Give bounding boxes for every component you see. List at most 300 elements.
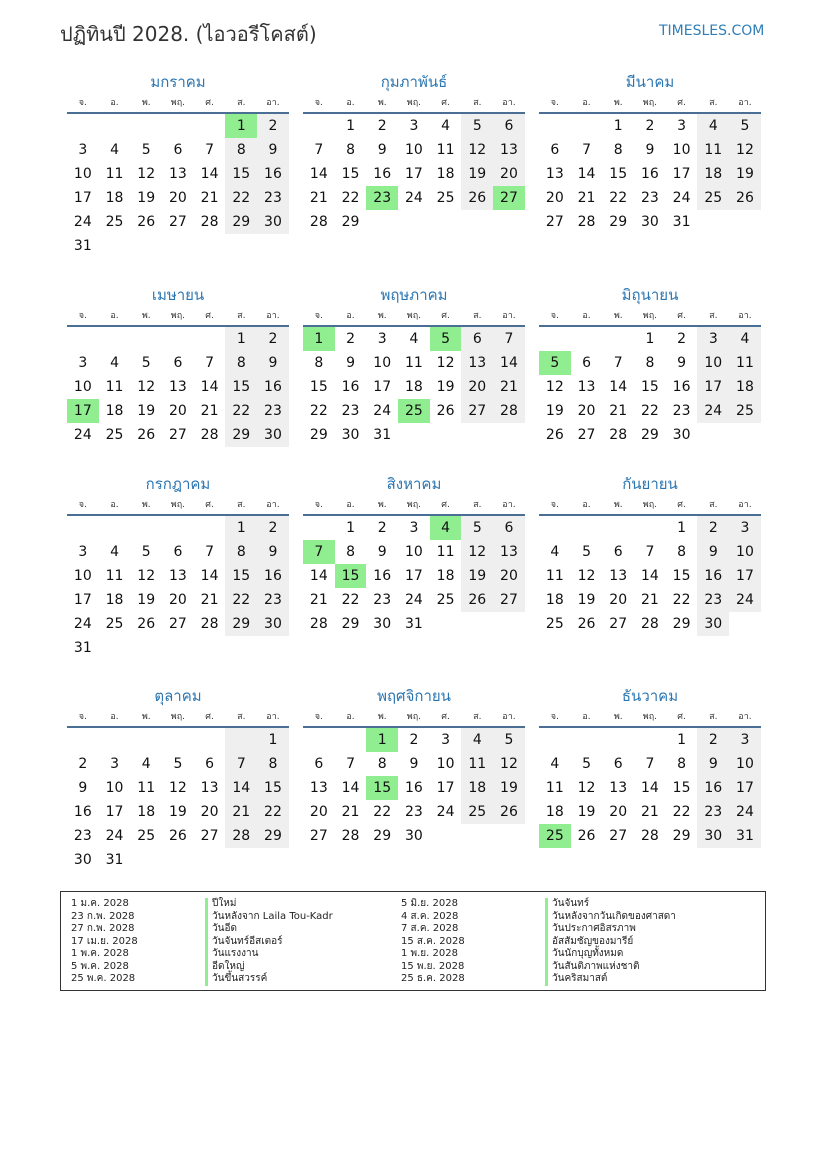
day-cell: 23 [404,804,423,820]
day-cell: 26 [168,828,187,844]
day-cell: 21 [200,403,219,419]
legend-dates-left [71,898,138,986]
day-cell: 30 [697,612,729,636]
day-cell: 7 [346,756,355,772]
holiday-day-cell: 15 [335,564,367,588]
month-name: กันยายน [622,475,678,493]
legend-holiday-name: วันขึ้นสวรรค์ [205,973,333,986]
day-cell: 14 [341,780,360,796]
day-cell: 16 [341,379,360,395]
legend-date: 1 พ.ย. 2028 [401,948,458,959]
day-cell: 16 [373,166,392,182]
day-cell: 11 [545,780,564,796]
day-cell: 29 [672,616,691,632]
weekday-label: พ. [613,500,623,510]
month-name: เมษายน [151,286,205,304]
day-cell: 12 [577,780,596,796]
day-cell: 8 [225,351,257,375]
month-calendar [539,70,761,234]
weekday-label: ส. [709,712,718,722]
day-cell: 10 [73,379,92,395]
day-cell: 23 [341,403,360,419]
day-cell: 4 [409,331,419,347]
day-cell: 18 [545,804,564,820]
day-cell: 24 [729,588,761,612]
day-cell: 19 [137,592,156,608]
weekday-header [303,708,525,728]
month-calendar [539,472,761,636]
month-calendar [67,472,289,660]
weekday-label: อา. [738,712,752,722]
day-cell: 26 [577,616,596,632]
day-cell: 10 [729,540,761,564]
day-cell: 13 [493,138,525,162]
day-cell: 26 [461,186,493,210]
day-cell: 29 [609,214,628,230]
legend-holiday-name: วันหลังจากวันเกิดของศาสดา [545,911,676,924]
day-grid [539,327,761,447]
day-cell: 20 [609,804,628,820]
day-cell: 21 [640,592,659,608]
weekday-header [303,94,525,114]
day-cell: 4 [110,544,119,560]
day-cell: 3 [78,142,88,158]
weekday-label: จ. [550,311,559,321]
day-cell: 2 [346,331,355,347]
day-cell: 7 [645,544,655,560]
day-cell: 17 [672,166,691,182]
day-cell: 1 [677,520,687,536]
holiday-day-cell: 23 [366,186,398,210]
day-cell: 2 [409,732,419,748]
day-cell: 8 [677,756,687,772]
day-cell: 22 [225,588,257,612]
day-cell: 3 [729,728,761,752]
day-cell: 17 [436,780,455,796]
month-name: ตุลาคม [154,687,202,705]
day-cell: 27 [609,616,628,632]
weekday-label: พฤ. [170,500,186,510]
day-cell: 2 [677,331,687,347]
day-cell: 20 [200,804,219,820]
day-cell: 12 [461,540,493,564]
day-grid [539,516,761,636]
day-cell: 21 [225,800,257,824]
weekday-label: พ. [377,712,387,722]
legend-dates-right [401,898,465,986]
day-cell: 28 [640,616,659,632]
day-cell: 11 [137,780,156,796]
day-cell: 9 [257,138,289,162]
legend-holiday-name: วันสันติภาพแห่งชาติ [545,961,676,974]
day-cell: 1 [613,118,623,134]
day-cell: 13 [461,351,493,375]
weekday-label: ส. [237,712,246,722]
day-cell: 8 [314,355,324,371]
empty-cell [130,114,162,138]
day-cell: 4 [550,756,560,772]
day-cell: 15 [341,166,360,182]
day-cell: 12 [436,355,455,371]
legend-names-right [545,898,676,986]
holiday-legend [60,891,766,991]
day-cell: 8 [677,544,687,560]
holiday-day-cell: 4 [430,516,462,540]
day-cell: 25 [697,186,729,210]
weekday-label: พ. [141,98,151,108]
day-cell: 3 [697,327,729,351]
legend-date: 4 ส.ค. 2028 [401,910,459,922]
day-cell: 20 [577,403,596,419]
day-cell: 25 [436,190,455,206]
legend-holiday-name: วันคริสมาสต์ [545,973,676,986]
day-cell: 24 [73,616,92,632]
weekday-label: พ. [141,712,151,722]
day-cell: 10 [73,568,92,584]
day-cell: 10 [73,166,92,182]
day-cell: 31 [73,640,92,656]
weekday-label: อ. [110,500,119,510]
weekday-label: ศ. [205,712,214,722]
weekday-label: อา. [502,98,516,108]
day-cell: 22 [341,592,360,608]
weekday-label: พฤ. [642,712,658,722]
day-cell: 16 [257,162,289,186]
day-cell: 18 [436,166,455,182]
weekday-header [67,307,289,327]
weekday-label: จ. [78,500,87,510]
day-cell: 28 [309,214,328,230]
day-cell: 28 [493,399,525,423]
day-cell: 1 [257,728,289,752]
month-calendar [303,684,525,848]
day-cell: 3 [377,331,387,347]
weekday-label: พ. [141,500,151,510]
legend-date: 1 ม.ค. 2028 [71,898,129,909]
day-cell: 13 [168,379,187,395]
day-cell: 20 [493,564,525,588]
day-cell: 18 [105,403,124,419]
day-cell: 20 [461,375,493,399]
day-cell: 3 [441,732,451,748]
empty-cell [571,516,603,540]
legend-date: 25 ธ.ค. 2028 [401,973,465,984]
day-cell: 9 [377,142,387,158]
holiday-day-cell: 27 [493,186,525,210]
weekday-header [539,307,761,327]
weekday-label: ศ. [441,500,450,510]
day-grid [67,114,289,258]
day-cell: 27 [309,828,328,844]
day-cell: 12 [137,379,156,395]
legend-date: 15 ส.ค. 2028 [401,935,465,947]
holiday-day-cell: 25 [398,399,430,423]
day-cell: 12 [545,379,564,395]
day-cell: 26 [729,186,761,210]
legend-holiday-name: วันจันทร์อีสเตอร์ [205,936,333,949]
day-grid [303,516,525,636]
day-cell: 22 [672,804,691,820]
day-cell: 7 [225,752,257,776]
weekday-label: อา. [502,712,516,722]
day-cell: 24 [73,427,92,443]
day-cell: 1 [225,516,257,540]
day-cell: 31 [672,214,691,230]
weekday-label: อา. [502,500,516,510]
weekday-label: อ. [110,98,119,108]
day-cell: 3 [409,118,419,134]
day-cell: 14 [640,568,659,584]
weekday-label: ส. [237,500,246,510]
empty-cell [602,728,634,752]
day-cell: 17 [404,568,423,584]
day-cell: 11 [105,166,124,182]
day-cell: 29 [225,612,257,636]
day-cell: 6 [550,142,560,158]
legend-holiday-name: วันอีด [205,923,333,936]
day-cell: 12 [461,138,493,162]
empty-cell [194,114,226,138]
day-cell: 11 [105,379,124,395]
weekday-label: พฤ. [170,712,186,722]
month-calendar [67,684,289,872]
weekday-label: ส. [709,98,718,108]
weekday-label: ศ. [677,712,686,722]
day-cell: 23 [257,588,289,612]
day-cell: 29 [672,828,691,844]
day-cell: 23 [373,592,392,608]
day-cell: 2 [645,118,655,134]
day-cell: 16 [257,564,289,588]
empty-cell [634,728,666,752]
day-cell: 31 [729,824,761,848]
day-cell: 23 [697,588,729,612]
legend-date: 27 ก.พ. 2028 [71,923,135,934]
day-cell: 30 [404,828,423,844]
legend-names-left [205,898,333,986]
weekday-header [67,94,289,114]
day-cell: 17 [73,190,92,206]
day-cell: 17 [73,592,92,608]
day-grid [303,327,525,447]
day-cell: 30 [257,210,289,234]
day-cell: 2 [257,114,289,138]
empty-cell [67,516,99,540]
empty-cell [67,728,99,752]
day-cell: 8 [613,142,623,158]
weekday-label: อ. [582,500,591,510]
day-cell: 20 [168,403,187,419]
day-cell: 7 [205,142,215,158]
weekday-label: จ. [314,311,323,321]
day-cell: 11 [436,142,455,158]
day-cell: 6 [493,516,525,540]
day-cell: 5 [141,142,151,158]
empty-cell [99,327,131,351]
day-cell: 30 [341,427,360,443]
day-cell: 16 [672,379,691,395]
day-cell: 23 [257,399,289,423]
day-cell: 17 [729,776,761,800]
day-cell: 21 [609,403,628,419]
weekday-label: พฤ. [170,311,186,321]
month-name: มิถุนายน [621,286,679,304]
day-cell: 27 [609,828,628,844]
weekday-label: พ. [377,500,387,510]
weekday-label: จ. [550,500,559,510]
day-cell: 22 [257,800,289,824]
day-cell: 18 [105,592,124,608]
day-cell: 4 [729,327,761,351]
site-link[interactable]: TIMESLES.COM [659,23,765,39]
weekday-label: ส. [473,98,482,108]
empty-cell [194,327,226,351]
empty-cell [602,516,634,540]
weekday-label: พฤ. [406,712,422,722]
day-cell: 14 [309,568,328,584]
day-cell: 2 [257,516,289,540]
day-cell: 17 [373,379,392,395]
weekday-label: อ. [346,500,355,510]
weekday-label: ส. [237,98,246,108]
day-cell: 26 [577,828,596,844]
weekday-label: พฤ. [406,98,422,108]
day-cell: 9 [257,540,289,564]
day-cell: 19 [137,190,156,206]
month-calendar [303,283,525,447]
month-name: มีนาคม [625,73,675,91]
day-cell: 14 [225,776,257,800]
day-cell: 8 [346,142,355,158]
day-cell: 13 [168,568,187,584]
day-cell: 21 [493,375,525,399]
day-cell: 31 [105,852,124,868]
day-cell: 26 [461,588,493,612]
day-cell: 26 [436,403,455,419]
legend-date: 7 ส.ค. 2028 [401,923,459,934]
day-cell: 28 [609,427,628,443]
day-cell: 22 [225,186,257,210]
day-cell: 13 [545,166,564,182]
holiday-day-cell: 5 [539,351,571,375]
empty-cell [67,327,99,351]
day-cell: 9 [677,355,687,371]
day-cell: 25 [105,427,124,443]
day-cell: 30 [257,423,289,447]
day-cell: 2 [377,118,387,134]
day-cell: 7 [205,355,215,371]
day-cell: 24 [436,804,455,820]
day-grid [67,327,289,447]
day-cell: 12 [168,780,187,796]
empty-cell [130,327,162,351]
day-cell: 18 [436,568,455,584]
day-cell: 27 [168,616,187,632]
day-grid [67,516,289,660]
weekday-label: ส. [237,311,246,321]
day-cell: 14 [200,166,219,182]
weekday-label: ส. [473,712,482,722]
holiday-day-cell: 1 [303,327,335,351]
empty-cell [67,114,99,138]
day-cell: 6 [205,756,215,772]
day-cell: 1 [645,331,655,347]
holiday-day-cell: 1 [366,728,398,752]
day-cell: 25 [545,616,564,632]
day-cell: 19 [461,564,493,588]
weekday-label: อา. [738,500,752,510]
day-cell: 14 [200,379,219,395]
day-cell: 16 [257,375,289,399]
day-cell: 6 [314,756,324,772]
day-cell: 4 [110,355,119,371]
day-cell: 12 [137,166,156,182]
legend-date: 15 พ.ย. 2028 [401,960,465,972]
weekday-label: อ. [582,98,591,108]
day-cell: 21 [200,190,219,206]
empty-cell [303,516,335,540]
day-cell: 8 [225,540,257,564]
day-cell: 1 [346,520,355,536]
day-cell: 23 [640,190,659,206]
weekday-label: อ. [346,311,355,321]
day-cell: 25 [436,592,455,608]
day-cell: 15 [257,776,289,800]
day-cell: 31 [73,238,92,254]
weekday-label: อา. [738,311,752,321]
day-cell: 13 [168,166,187,182]
day-cell: 26 [545,427,564,443]
day-cell: 20 [609,592,628,608]
weekday-label: พฤ. [642,98,658,108]
day-cell: 31 [404,616,423,632]
empty-cell [99,516,131,540]
day-cell: 31 [373,427,392,443]
day-cell: 7 [205,544,215,560]
day-cell: 7 [582,142,591,158]
weekday-label: จ. [314,98,323,108]
day-cell: 15 [225,564,257,588]
legend-holiday-name: วันหลังจาก Laila Tou-Kadr [205,911,333,924]
day-cell: 30 [373,616,392,632]
empty-cell [303,728,335,752]
weekday-label: พฤ. [406,500,422,510]
day-cell: 13 [309,780,328,796]
weekday-label: พ. [613,98,623,108]
day-cell: 11 [436,544,455,560]
day-cell: 18 [545,592,564,608]
day-cell: 16 [697,564,729,588]
empty-cell [225,728,257,752]
day-cell: 17 [697,375,729,399]
weekday-label: จ. [78,712,87,722]
empty-cell [162,728,194,752]
day-cell: 8 [225,138,257,162]
weekday-label: ศ. [441,98,450,108]
month-calendar [67,283,289,447]
holiday-day-cell: 5 [430,327,462,351]
legend-holiday-name: อัสสัมชัญของมารีย์ [545,936,676,949]
empty-cell [602,327,634,351]
legend-date: 25 พ.ค. 2028 [71,973,136,984]
empty-cell [99,114,131,138]
day-cell: 10 [672,142,691,158]
day-cell: 21 [640,804,659,820]
day-cell: 26 [493,800,525,824]
day-cell: 30 [640,214,659,230]
month-name: กรกฎาคม [145,475,211,493]
day-cell: 19 [545,403,564,419]
